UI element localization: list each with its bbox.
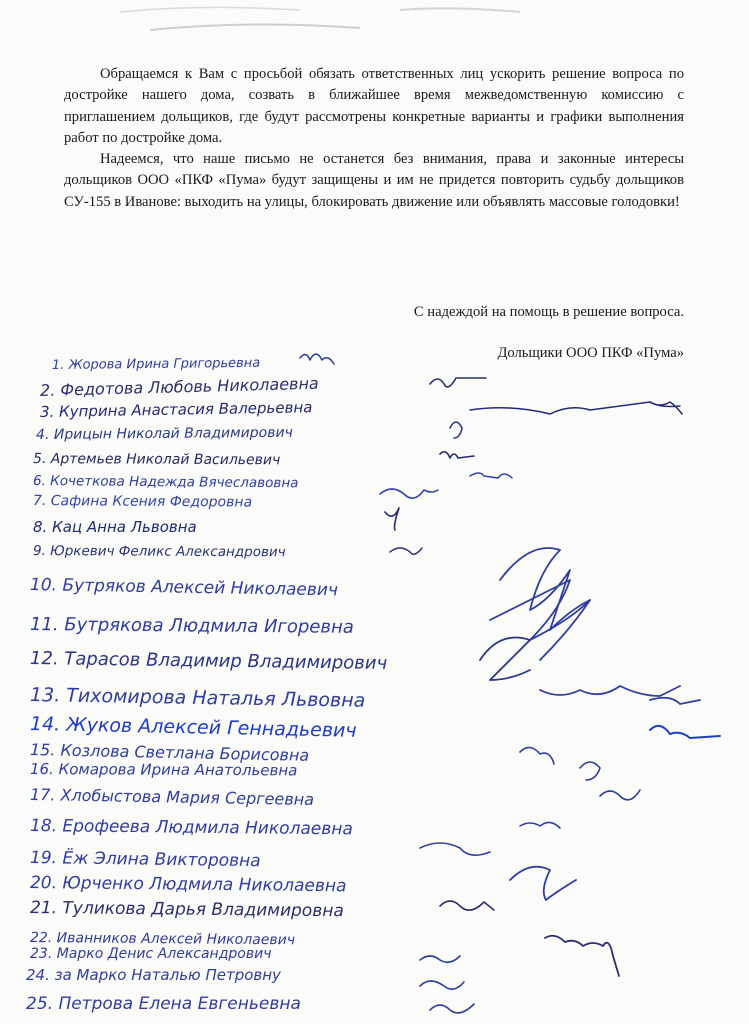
signature-row: 20. Юрченко Людмила Николаевна bbox=[29, 873, 347, 897]
signature-row: 1. Жорова Ирина Григорьевна bbox=[51, 355, 261, 373]
signature-row: 14. Жуков Алексей Геннадьевич bbox=[29, 713, 357, 742]
signature-row: 6. Кочеткова Надежда Вячеславовна bbox=[32, 473, 299, 492]
signature-row: 18. Ерофеева Людмила Николаевна bbox=[29, 816, 353, 840]
letter-paragraph-1: Обращаемся к Вам с просьбой обязать ответственных лиц ускорить решение вопроса по достройке нашего дома, созвать в ближайшее время межведомственную комиссию с приглашением дольщиков, где будут рассмотрены конкретные варианты и графики выполнения работ по достройке дома. bbox=[64, 66, 684, 146]
signature-row: 17. Хлобыстова Мария Сергеевна bbox=[29, 785, 315, 809]
letter-paragraph-2: Надеемся, что наше письмо не останется без внимания, права и законные интересы дольщиков ООО «ПКФ «Пума» будут защищены и им не придется повторить судьбу дольщиков СУ-155 в Иванове: выходить на улицы, блокировать движение или объявлять массовые голодовки! bbox=[64, 151, 684, 210]
signature-row: 12. Тарасов Владимир Владимирович bbox=[29, 648, 388, 674]
signature-row: 9. Юркевич Феликс Александрович bbox=[32, 543, 286, 561]
signatories-label: Дольщики ООО ПКФ «Пума» bbox=[497, 345, 684, 361]
signature-row: 11. Бутрякова Людмила Игоревна bbox=[29, 614, 354, 638]
closing-line: С надеждой на помощь в решение вопроса. bbox=[413, 304, 684, 320]
signature-row: 19. Ёж Элина Викторовна bbox=[29, 848, 261, 872]
signature-row: 23. Марко Денис Александрович bbox=[30, 946, 272, 962]
signature-row: 10. Бутряков Алексей Николаевич bbox=[29, 575, 339, 601]
signature-row: 5. Артемьев Николай Васильевич bbox=[32, 451, 281, 469]
signature-row: 25. Петрова Елена Евгеньевна bbox=[26, 994, 301, 1014]
signature-row: 21. Туликова Дарья Владимировна bbox=[29, 898, 344, 922]
signature-row: 24. за Марко Наталью Петровну bbox=[26, 966, 281, 984]
signature-row: 13. Тихомирова Наталья Львовна bbox=[29, 684, 366, 712]
signature-row: 16. Комарова Ирина Анатольевна bbox=[29, 760, 298, 780]
signature-row: 2. Федотова Любовь Николаевна bbox=[39, 373, 319, 400]
signature-row: 7. Сафина Ксения Федоровна bbox=[32, 493, 253, 511]
signature-row: 3. Куприна Анастасия Валерьевна bbox=[39, 398, 313, 421]
signature-row: 22. Иванников Алексей Николаевич bbox=[29, 930, 296, 949]
signature-row: 15. Козлова Светлана Борисовна bbox=[29, 740, 310, 765]
signature-row: 8. Кац Анна Львовна bbox=[33, 518, 197, 536]
signature-row: 4. Ирицын Николай Владимирович bbox=[35, 424, 293, 443]
